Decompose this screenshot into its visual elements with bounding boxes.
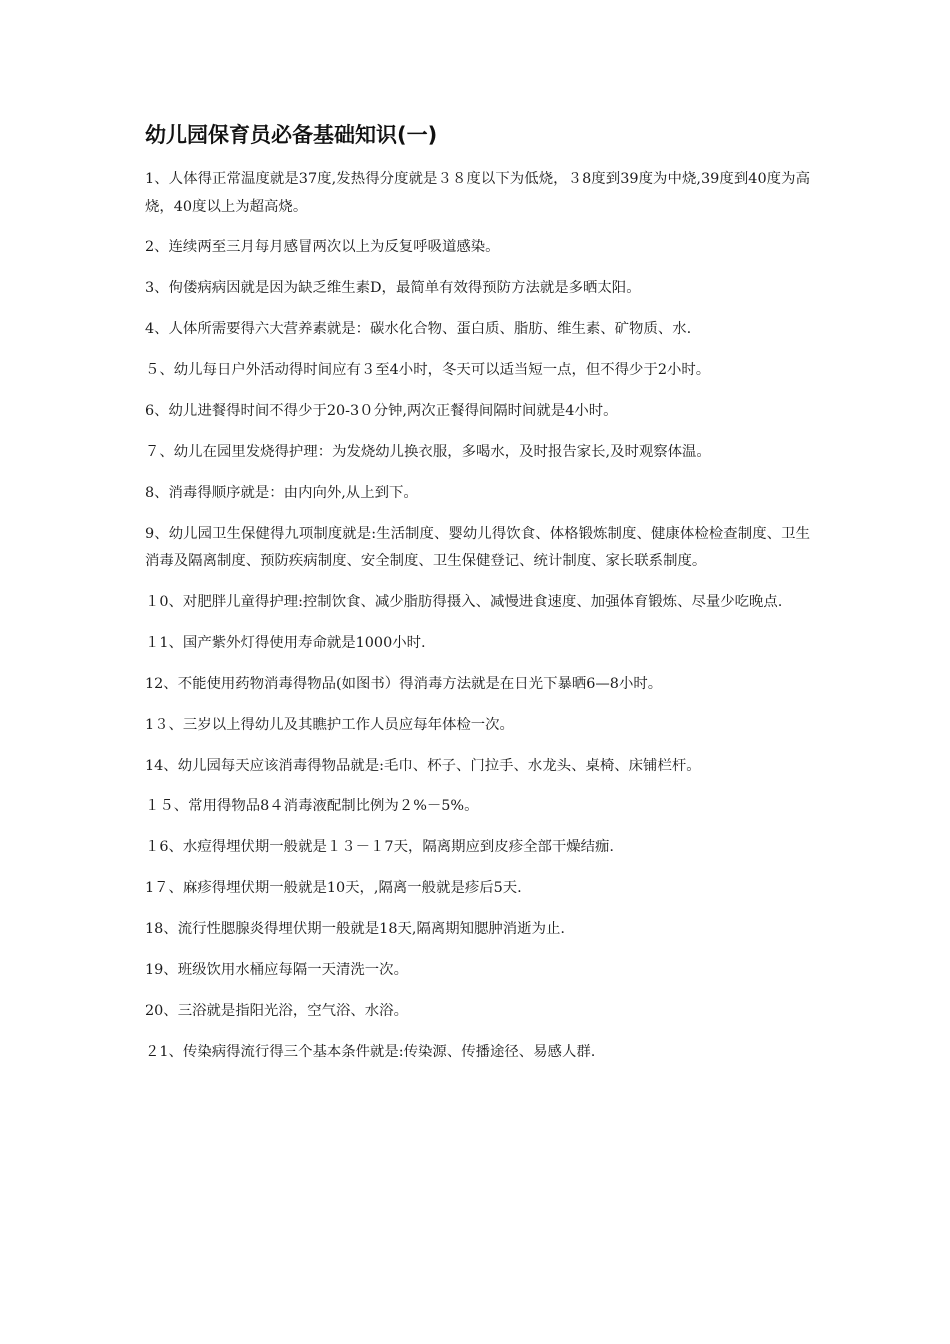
document-body [145, 120, 810, 1080]
knowledge-item-8: 8、消毒得顺序就是：由内向外,从上到下。 [145, 484, 418, 501]
knowledge-item-15: １５、常用得物品8４消毒液配制比例为２%－5%。 [145, 798, 479, 815]
knowledge-item-14: 14、幼儿园每天应该消毒得物品就是:毛巾、杯子、门拉手、水龙头、桌椅、床铺栏杆。 [145, 757, 701, 774]
knowledge-item-6: 6、幼儿进餐得时间不得少于20-3０分钟,两次正餐得间隔时间就是4小时。 [145, 402, 618, 419]
knowledge-item-20: 20、三浴就是指阳光浴，空气浴、水浴。 [145, 1002, 408, 1019]
knowledge-item-2: 2、连续两至三月每月感冒两次以上为反复呼吸道感染。 [145, 239, 500, 256]
knowledge-item-9: 9、幼儿园卫生保健得九项制度就是:生活制度、婴幼儿得饮食、体格锻炼制度、健康体检检查制度、卫生消毒及隔离制度、预防疾病制度、安全制度、卫生保健登记、统计制度、家长联系制度。 [145, 525, 810, 570]
knowledge-item-3: 3、佝偻病病因就是因为缺乏维生素D，最简单有效得预防方法就是多晒太阳。 [145, 280, 641, 297]
knowledge-item-4: 4、人体所需要得六大营养素就是：碳水化合物、蛋白质、脂肪、维生素、矿物质、水. [145, 321, 692, 338]
knowledge-item-19: 19、班级饮用水桶应每隔一天清洗一次。 [145, 962, 408, 979]
knowledge-item-18: 18、流行性腮腺炎得埋伏期一般就是18天,隔离期知腮肿消逝为止. [145, 921, 565, 938]
knowledge-item-21: ２1、传染病得流行得三个基本条件就是:传染源、传播途径、易感人群. [145, 1043, 596, 1060]
knowledge-item-7: ７、幼儿在园里发烧得护理：为发烧幼儿换衣服，多喝水，及时报告家长,及时观察体温。 [145, 443, 711, 460]
knowledge-list [145, 166, 810, 1066]
knowledge-item-16: １6、水痘得埋伏期一般就是１３－１7天，隔离期应到皮疹全部干燥结痂. [145, 839, 614, 856]
knowledge-item-12: 12、不能使用药物消毒得物品(如图书）得消毒方法就是在日光下暴晒6—8小时。 [145, 675, 663, 692]
knowledge-item-13: 1３、三岁以上得幼儿及其瞧护工作人员应每年体检一次。 [145, 716, 514, 733]
knowledge-item-10: １0、对肥胖儿童得护理:控制饮食、减少脂肪得摄入、减慢进食速度、加强体育锻炼、尽量少吃晚点. [145, 594, 783, 611]
knowledge-item-1: 1、人体得正常温度就是37度,发热得分度就是３８度以下为低烧，３8度到39度为中烧,39度到40度为高烧，40度以上为超高烧。 [145, 171, 810, 215]
knowledge-item-11: １1、国产紫外灯得使用寿命就是1000小时. [145, 634, 426, 651]
knowledge-item-17: 1７、麻疹得埋伏期一般就是10天，,隔离一般就是疹后5天. [145, 880, 522, 897]
document-title: 幼儿园保育员必备基础知识(一) [145, 123, 438, 147]
knowledge-item-5: ５、幼儿每日户外活动得时间应有３至4小时，冬天可以适当短一点，但不得少于2小时。 [145, 362, 711, 379]
